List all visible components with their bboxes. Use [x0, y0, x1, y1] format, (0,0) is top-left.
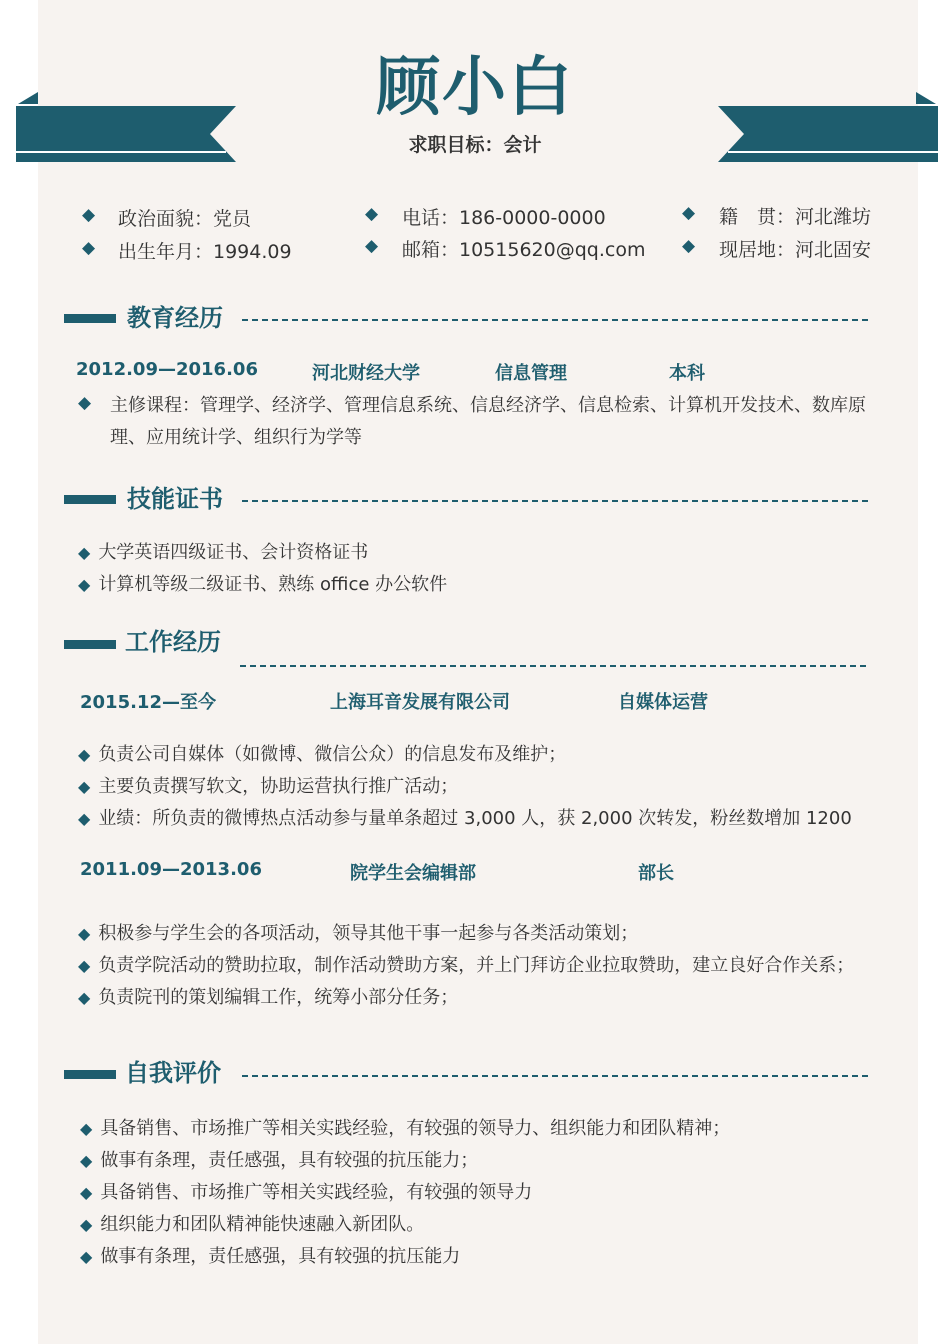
section-divider [242, 1075, 868, 1077]
duty-text: 业绩：所负责的微博热点活动参与量单条超过 3,000 人，获 2,000 次转发，粉丝数增加 1200 [98, 808, 852, 829]
education-period: 2012.09—2016.06 [76, 359, 258, 380]
education-major: 信息管理 [495, 363, 567, 384]
diamond-icon: ◆ [78, 988, 91, 1007]
diamond-icon: ◆ [365, 204, 379, 224]
diamond-icon: ◆ [682, 203, 696, 223]
section-bar [64, 640, 116, 649]
diamond-icon: ◆ [80, 1151, 93, 1170]
courses-line-2: 理、应用统计学、组织行为学等 [110, 427, 362, 448]
self-eval-text: 做事有条理，责任感强，具有较强的抗压能力； [100, 1150, 479, 1171]
self-eval-text: 具备销售、市场推广等相关实践经验，有较强的领导力 [100, 1182, 533, 1203]
self-eval-text: 组织能力和团队精神能快速融入新团队。 [100, 1214, 425, 1235]
job-org: 院学生会编辑部 [350, 863, 476, 884]
email: 邮箱：10515620@qq.com [402, 239, 646, 261]
job-duty [78, 804, 852, 830]
self-eval-text: 做事有条理，责任感强，具有较强的抗压能力 [100, 1246, 461, 1267]
skills-title: 技能证书 [127, 485, 223, 513]
education-title: 教育经历 [127, 304, 223, 332]
section-divider [242, 319, 868, 321]
job-period: 2011.09—2013.06 [80, 859, 262, 880]
job-role: 自媒体运营 [618, 692, 708, 713]
diamond-icon: ◆ [80, 1247, 93, 1266]
diamond-icon: ◆ [78, 543, 91, 562]
duty-text: 负责学院活动的赞助拉取，制作活动赞助方案，并上门拜访企业拉取赞助，建立良好合作关系； [98, 955, 855, 976]
duty-text: 积极参与学生会的各项活动，领导其他干事一起参与各类活动策划； [98, 923, 639, 944]
diamond-icon: ◆ [78, 809, 91, 828]
diamond-icon: ◆ [78, 777, 91, 796]
job-role: 部长 [638, 863, 674, 884]
work-title: 工作经历 [125, 628, 221, 656]
duty-text: 负责院刊的策划编辑工作，统筹小部分任务； [98, 987, 459, 1008]
diamond-icon: ◆ [78, 956, 91, 975]
diamond-icon: ◆ [78, 393, 92, 413]
candidate-name: 顾小白 [376, 51, 574, 125]
native-place: 籍 贯：河北潍坊 [719, 206, 872, 228]
diamond-icon: ◆ [365, 236, 379, 256]
self-eval-item [80, 1178, 532, 1204]
birth-date: 出生年月：1994.09 [118, 241, 292, 263]
job-duty [78, 951, 854, 977]
phone: 电话：186-0000-0000 [402, 207, 606, 229]
job-duty [78, 919, 638, 945]
job-duty [78, 772, 458, 798]
diamond-icon: ◆ [80, 1183, 93, 1202]
diamond-icon: ◆ [80, 1119, 93, 1138]
section-divider [242, 500, 868, 502]
diamond-icon: ◆ [682, 236, 696, 256]
diamond-icon: ◆ [78, 924, 91, 943]
skill-item [78, 538, 368, 564]
education-school: 河北财经大学 [312, 363, 420, 384]
self-eval-item [80, 1146, 478, 1172]
section-bar [64, 495, 116, 504]
current-residence: 现居地：河北固安 [719, 239, 872, 261]
diamond-icon: ◆ [82, 238, 96, 258]
self-eval-item [80, 1210, 424, 1236]
self-eval-title: 自我评价 [125, 1059, 221, 1087]
education-degree: 本科 [669, 363, 705, 384]
duty-text: 负责公司自媒体（如微博、微信公众）的信息发布及维护； [98, 744, 567, 765]
section-bar [64, 314, 116, 323]
courses-line-1: 主修课程：管理学、经济学、管理信息系统、信息经济学、信息检索、计算机开发技术、数库原 [110, 395, 866, 416]
self-eval-text: 具备销售、市场推广等相关实践经验，有较强的领导力、组织能力和团队精神； [100, 1118, 731, 1139]
diamond-icon: ◆ [80, 1215, 93, 1234]
diamond-icon: ◆ [82, 205, 96, 225]
job-goal: 求职目标：会计 [408, 134, 542, 156]
duty-text: 主要负责撰写软文，协助运营执行推广活动； [98, 776, 459, 797]
skill-text: 大学英语四级证书、会计资格证书 [98, 542, 369, 563]
job-duty [78, 983, 458, 1009]
section-divider [240, 665, 866, 667]
political-status: 政治面貌：党员 [118, 208, 252, 230]
diamond-icon: ◆ [78, 575, 91, 594]
self-eval-item [80, 1114, 730, 1140]
section-bar [64, 1070, 116, 1079]
job-period: 2015.12—至今 [80, 692, 216, 713]
self-eval-item [80, 1242, 460, 1268]
diamond-icon: ◆ [78, 745, 91, 764]
job-duty [78, 740, 566, 766]
job-org: 上海耳音发展有限公司 [330, 692, 510, 713]
skill-item [78, 570, 447, 596]
skill-text: 计算机等级二级证书、熟练 office 办公软件 [98, 574, 448, 595]
